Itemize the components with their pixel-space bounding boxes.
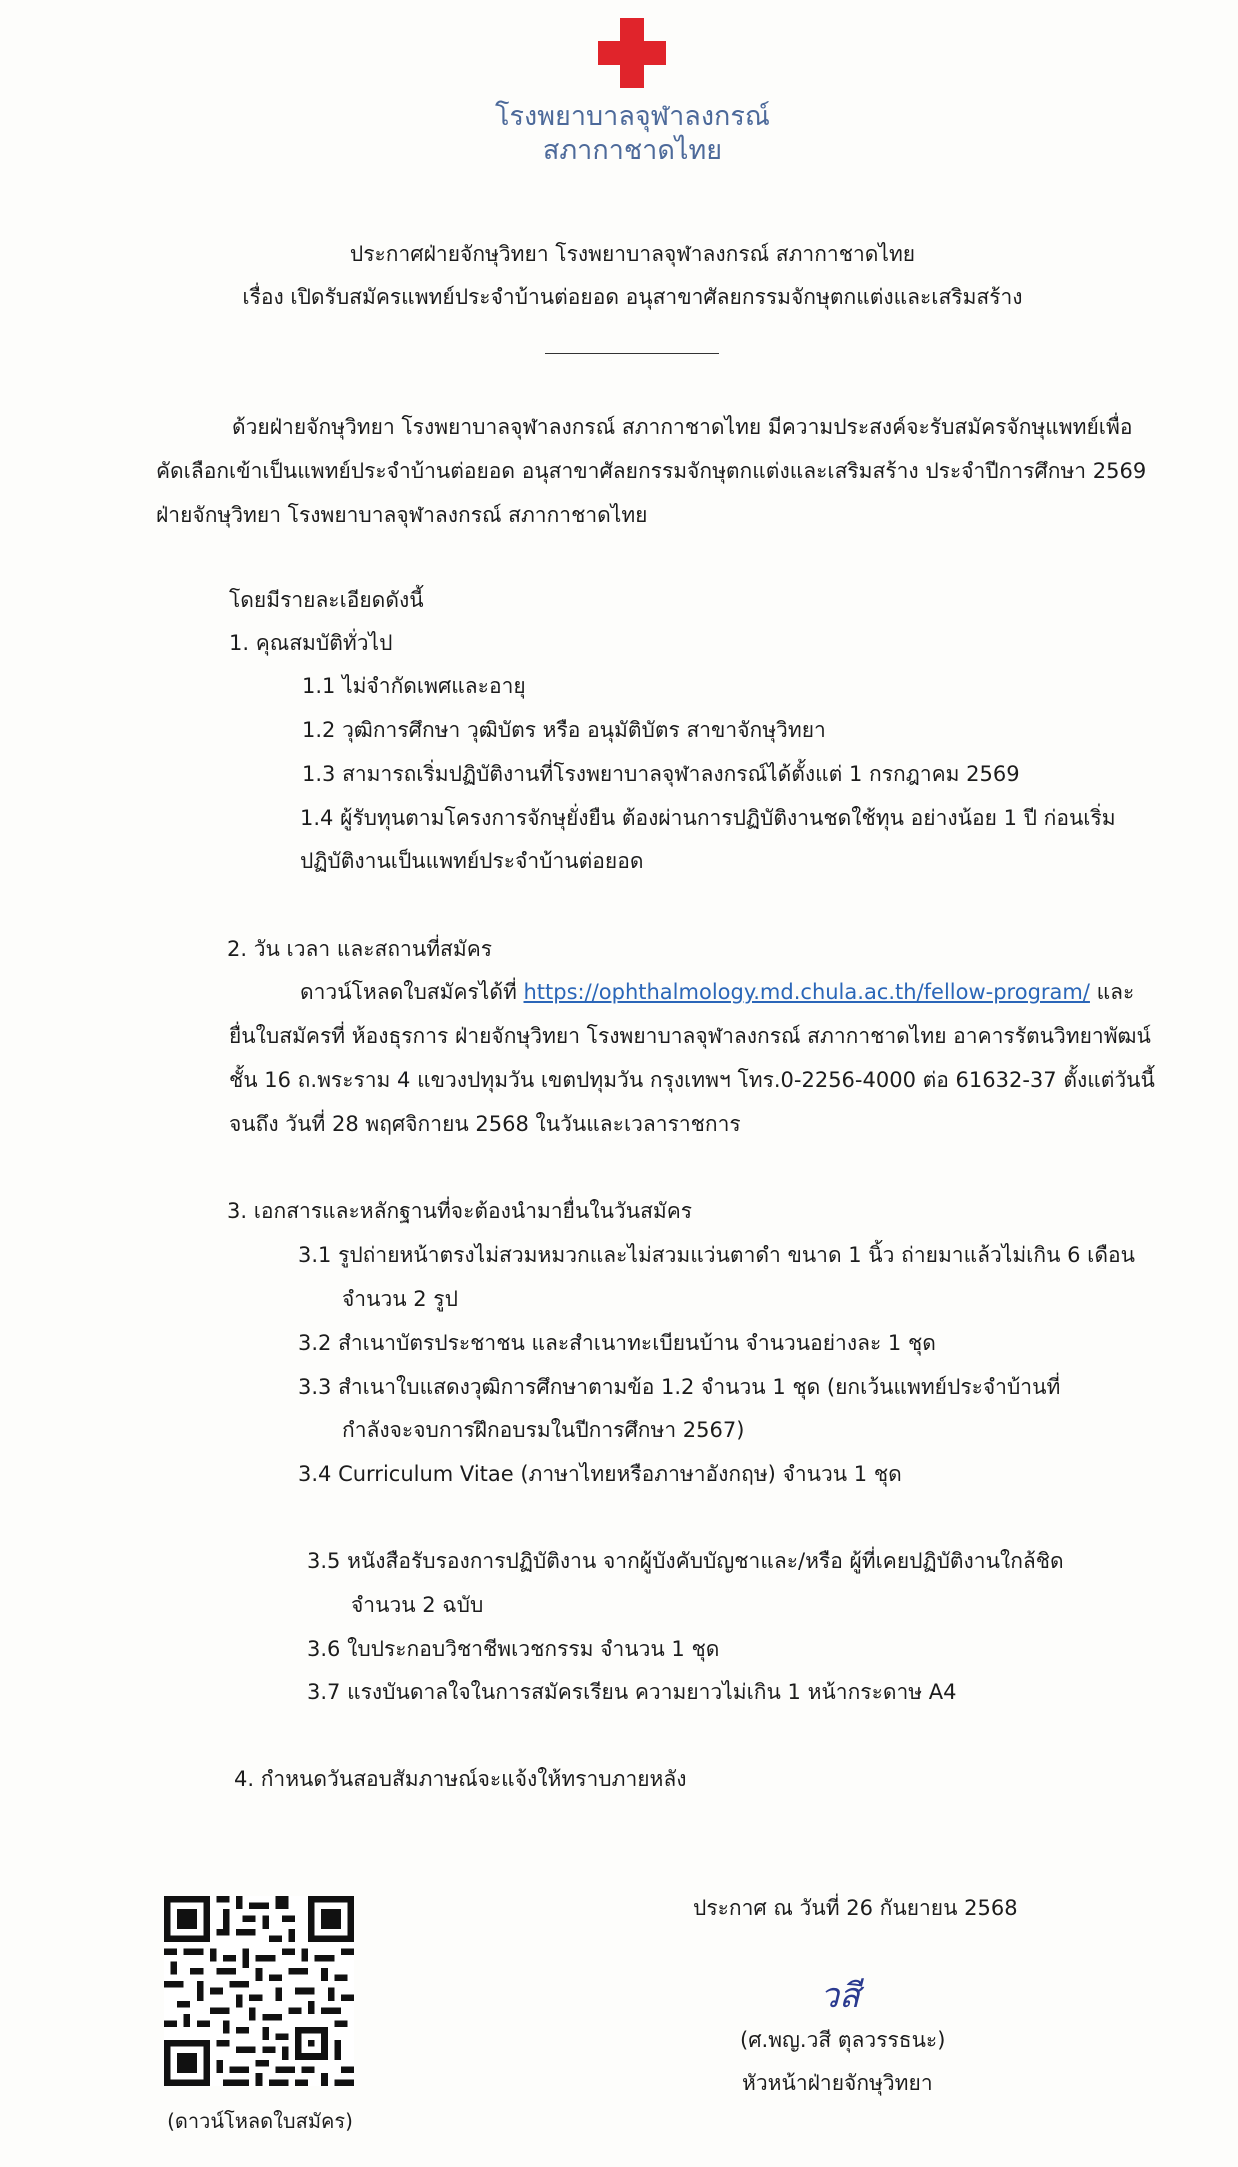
- announcement-subject: เรื่อง เปิดรับสมัครแพทย์ประจำบ้านต่อยอด อนุสาขาศัลยกรรมจักษุตกแต่งและเสริมสร้าง: [242, 285, 1023, 309]
- qr-caption: (ดาวน์โหลดใบสมัคร): [167, 2109, 353, 2133]
- details-heading: โดยมีรายละเอียดดังนี้: [229, 588, 424, 612]
- hospital-name: [0, 100, 1238, 168]
- title-divider: [545, 353, 719, 354]
- hospital-name-line2: สภากาชาดไทย: [542, 135, 723, 166]
- application-form-link[interactable]: https://ophthalmology.md.chula.ac.th/fellow-program/: [523, 980, 1090, 1004]
- section1-item-4: 1.4 ผู้รับทุนตามโครงการจักษุยั่งยืน ต้องผ่านการปฏิบัติงานชดใช้ทุน อย่างน้อย 1 ปี ก่อนเริ่ม: [300, 806, 1116, 830]
- section3-item-3: 3.3 สำเนาใบแสดงวุฒิการศึกษาตามข้อ 1.2 จำนวน 1 ชุด (ยกเว้นแพทย์ประจำบ้านที่: [298, 1375, 1061, 1399]
- intro-line-3: ฝ่ายจักษุวิทยา โรงพยาบาลจุฬาลงกรณ์ สภากาชาดไทย: [156, 503, 648, 527]
- section3-item-4: 3.4 Curriculum Vitae (ภาษาไทยหรือภาษาอังกฤษ) จำนวน 1 ชุด: [298, 1462, 902, 1486]
- qr-code[interactable]: [164, 1896, 354, 2086]
- section1-item-2: 1.2 วุฒิการศึกษา วุฒิบัตร หรือ อนุมัติบัตร สาขาจักษุวิทยา: [302, 718, 826, 742]
- section1-item-4-cont: ปฏิบัติงานเป็นแพทย์ประจำบ้านต่อยอด: [300, 849, 644, 873]
- section2-line-2: ยื่นใบสมัครที่ ห้องธุรการ ฝ่ายจักษุวิทยา โรงพยาบาลจุฬาลงกรณ์ สภากาชาดไทย อาคารรัตนวิทยาพัฒน์: [229, 1024, 1151, 1048]
- signer-name: (ศ.พญ.วสี ตุลวรรธนะ): [740, 2028, 946, 2052]
- download-label: ดาวน์โหลดใบสมัครได้ที่: [300, 980, 524, 1004]
- signer-title: หัวหน้าฝ่ายจักษุวิทยา: [742, 2071, 933, 2095]
- hospital-name-line1: โรงพยาบาลจุฬาลงกรณ์: [495, 101, 770, 132]
- signature: วสี: [820, 1976, 860, 2016]
- section3-item-1: 3.1 รูปถ่ายหน้าตรงไม่สวมหมวกและไม่สวมแว่นตาดำ ขนาด 1 นิ้ว ถ่ายมาแล้วไม่เกิน 6 เดือน: [298, 1243, 1135, 1267]
- section4-heading: 4. กำหนดวันสอบสัมภาษณ์จะแจ้งให้ทราบภายหลัง: [234, 1767, 687, 1791]
- red-cross-logo-icon: [598, 18, 666, 88]
- intro-line-1: ด้วยฝ่ายจักษุวิทยา โรงพยาบาลจุฬาลงกรณ์ สภากาชาดไทย มีความประสงค์จะรับสมัครจักษุแพทย์เพื่อ: [232, 415, 1133, 439]
- download-label-suffix: และ: [1089, 980, 1135, 1004]
- section2-line-1: [300, 977, 1134, 1007]
- section3-item-5-cont: จำนวน 2 ฉบับ: [351, 1593, 484, 1617]
- section1-heading: 1. คุณสมบัติทั่วไป: [229, 631, 393, 655]
- section3-item-1-cont: จำนวน 2 รูป: [342, 1287, 458, 1311]
- section3-item-2: 3.2 สำเนาบัตรประชาชน และสำเนาทะเบียนบ้าน จำนวนอย่างละ 1 ชุด: [298, 1331, 936, 1355]
- section3-item-3-cont: กำลังจะจบการฝึกอบรมในปีการศึกษา 2567): [342, 1418, 745, 1442]
- announcement-title: ประกาศฝ่ายจักษุวิทยา โรงพยาบาลจุฬาลงกรณ์ สภากาชาดไทย: [349, 242, 916, 266]
- announcement-date: ประกาศ ณ วันที่ 26 กันยายน 2568: [693, 1896, 1018, 1920]
- section3-heading: 3. เอกสารและหลักฐานที่จะต้องนำมายื่นในวันสมัคร: [227, 1199, 693, 1223]
- section1-item-1: 1.1 ไม่จำกัดเพศและอายุ: [302, 674, 526, 698]
- section3-item-6: 3.6 ใบประกอบวิชาชีพเวชกรรม จำนวน 1 ชุด: [307, 1637, 720, 1661]
- intro-line-2: คัดเลือกเข้าเป็นแพทย์ประจำบ้านต่อยอด อนุสาขาศัลยกรรมจักษุตกแต่งและเสริมสร้าง ประจำปีการศึกษา 2569: [156, 459, 1147, 483]
- section2-line-3: ชั้น 16 ถ.พระราม 4 แขวงปทุมวัน เขตปทุมวัน กรุงเทพฯ โทร.0-2256-4000 ต่อ 61632-37 ตั้งแต่วันนี้: [229, 1068, 1155, 1092]
- section3-item-5: 3.5 หนังสือรับรองการปฏิบัติงาน จากผู้บังคับบัญชาและ/หรือ ผู้ที่เคยปฏิบัติงานใกล้ชิด: [307, 1549, 1064, 1573]
- section2-line-4: จนถึง วันที่ 28 พฤศจิกายน 2568 ในวันและเวลาราชการ: [229, 1112, 741, 1136]
- section1-item-3: 1.3 สามารถเริ่มปฏิบัติงานที่โรงพยาบาลจุฬาลงกรณ์ได้ตั้งแต่ 1 กรกฎาคม 2569: [302, 762, 1020, 786]
- section2-heading: 2. วัน เวลา และสถานที่สมัคร: [227, 937, 493, 961]
- section3-item-7: 3.7 แรงบันดาลใจในการสมัครเรียน ความยาวไม่เกิน 1 หน้ากระดาษ A4: [307, 1680, 957, 1704]
